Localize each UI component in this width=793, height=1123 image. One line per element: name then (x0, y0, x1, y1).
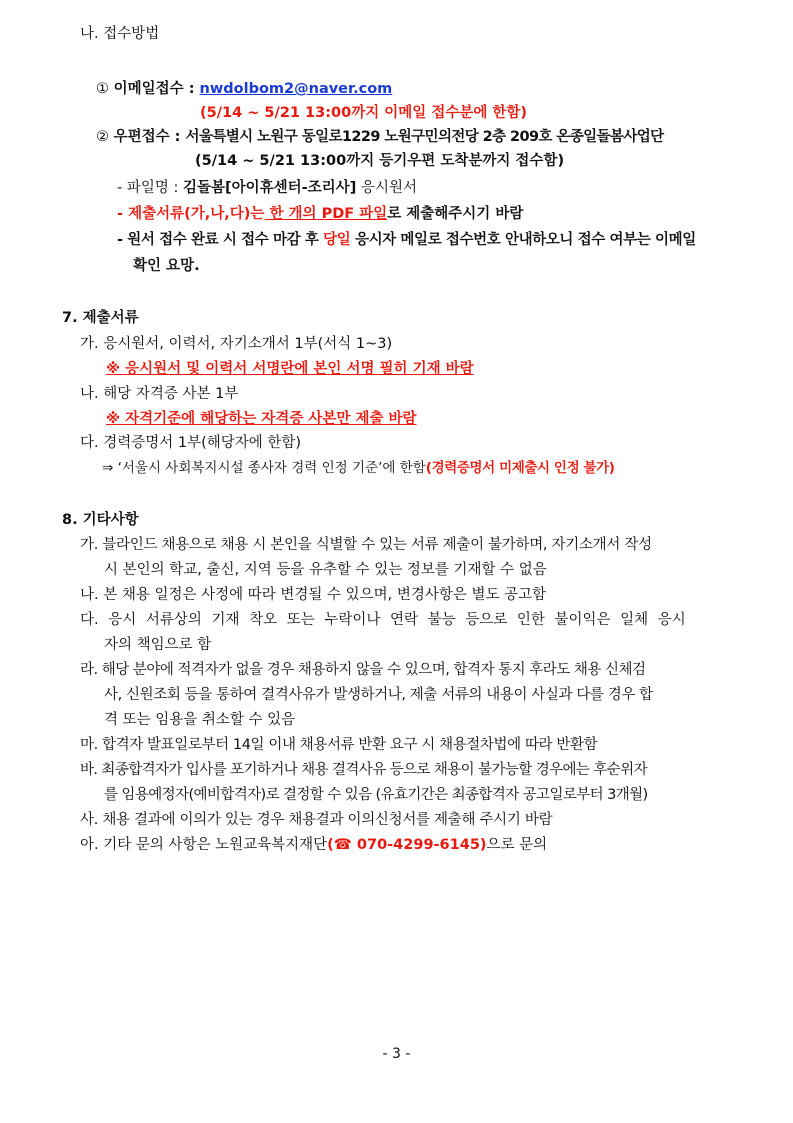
post-period-text: (5/14 ~ 5/21 13:00까지 등기우편 도착분까지 접수함) (195, 153, 565, 169)
section8-ah-phone: (☎ 070-4299-6145) (327, 837, 487, 853)
section8-title: 8. 기타사항 (62, 512, 139, 528)
receipt-notice-line2: 확인 요망. (133, 258, 200, 274)
receipt-method-heading: 나. 접수방법 (80, 26, 160, 42)
post-number: ② (96, 129, 109, 145)
filename-line (117, 178, 417, 198)
docs-note-pdf: 한 개의 PDF 파일 (264, 206, 388, 222)
section8-ba-line1: 바. 최종합격자가 입사를 포기하거나 채용 결격사유 등으로 채용이 불가능할 경우에는 후순위자 (80, 762, 647, 778)
page-number: - 3 - (382, 1046, 411, 1062)
email-period: (5/14 ~ 5/21 13:00까지 이메일 접수분에 한함) (200, 105, 528, 121)
email-number: ① (96, 81, 109, 97)
receipt-notice-line1 (117, 230, 696, 250)
filename-prefix: - 파일명 : (117, 180, 183, 196)
section8-ra-line2: 사, 신원조회 등을 통하여 결격사유가 발생하거나, 제출 서류의 내용이 사실과 다를 경우 합 (104, 687, 653, 703)
section8-ga-line1: 가. 블라인드 채용으로 채용 시 본인을 식별할 수 있는 서류 제출이 불가하며, 자기소개서 작성 (80, 537, 652, 553)
section7-ga-note: ※ 응시원서 및 이력서 서명란에 본인 서명 필히 기재 바람 (106, 361, 474, 377)
section8-ga-line2: 시 본인의 학교, 출신, 지역 등을 유추할 수 있는 정보를 기재할 수 없음 (104, 562, 547, 578)
filename-name: 김돌봄[아이휴센터-조리사] (182, 180, 357, 196)
docs-note-rest: 로 제출해주시기 바람 (387, 206, 524, 222)
post-receipt-line (96, 127, 664, 147)
section7-na-note: ※ 자격기준에 해당하는 자격증 사본만 제출 바람 (106, 411, 417, 427)
post-label: 우편접수 : (113, 129, 186, 145)
docs-note-red: 제출서류(가,나,다)는 (128, 206, 265, 222)
section8-ah (80, 835, 547, 855)
section8-ah-suffix: 으로 문의 (486, 837, 548, 853)
section7-item-da: 다. 경력증명서 1부(해당자에 한함) (80, 435, 302, 451)
email-label: 이메일접수 : (113, 81, 200, 97)
filename-suffix: 응시원서 (356, 180, 417, 196)
section8-da-line2: 자의 책임으로 함 (104, 637, 212, 653)
docs-pdf-note (117, 204, 523, 224)
section7-item-na: 나. 해당 자격증 사본 1부 (80, 386, 239, 402)
section7-item-ga: 가. 응시원서, 이력서, 자기소개서 1부(서식 1~3) (80, 336, 393, 352)
section7-title: 7. 제출서류 (62, 310, 139, 326)
post-address: 서울특별시 노원구 동일로1229 노원구민의전당 2층 209호 온종일돌봄사업단 (185, 129, 664, 145)
docs-note-prefix: - (117, 206, 129, 222)
section8-ba-line2: 를 임용예정자(예비합격자)로 결정할 수 있음 (유효기간은 최종합격자 공고일로부터 3개월) (104, 787, 648, 803)
receipt-notice-same-day: 당일 (323, 232, 351, 248)
section7-da-note-text: ‘서울시 사회복지시설 종사자 경력 인정 기준’에 한함 (113, 460, 426, 476)
section8-ah-prefix: 아. 기타 문의 사항은 노원교육복지재단 (80, 837, 328, 853)
section7-da-note-red: (경력증명서 미제출시 인정 불가) (425, 460, 615, 476)
section8-da-line1: 다. 응시 서류상의 기재 착오 또는 누락이나 연락 불능 등으로 인한 불이익은 일체 응시 (80, 612, 686, 628)
receipt-notice-a: - 원서 접수 완료 시 접수 마감 후 (117, 232, 324, 248)
section8-ra-line1: 라. 해당 분야에 적격자가 없을 경우 채용하지 않을 수 있으며, 합격자 통지 후라도 채용 신체검 (80, 662, 646, 678)
section8-ra-line3: 격 또는 임용을 취소할 수 있음 (104, 712, 296, 728)
post-period (195, 151, 564, 171)
section8-ma: 마. 합격자 발표일로부터 14일 이내 채용서류 반환 요구 시 채용절차법에 따라 반환함 (80, 737, 598, 753)
receipt-notice-b: 응시자 메일로 접수번호 안내하오니 접수 여부는 이메일 (350, 232, 696, 248)
email-receipt-line (96, 79, 392, 99)
section8-na: 나. 본 채용 일정은 사정에 따라 변경될 수 있으며, 변경사항은 별도 공고함 (80, 587, 547, 603)
email-address-link[interactable]: nwdolbom2@naver.com (199, 81, 393, 97)
section8-sa: 사. 채용 결과에 이의가 있는 경우 채용결과 이의신청서를 제출해 주시기 바람 (80, 812, 553, 828)
arrow-icon: ⇒ (102, 460, 114, 476)
section7-da-note (102, 458, 615, 478)
